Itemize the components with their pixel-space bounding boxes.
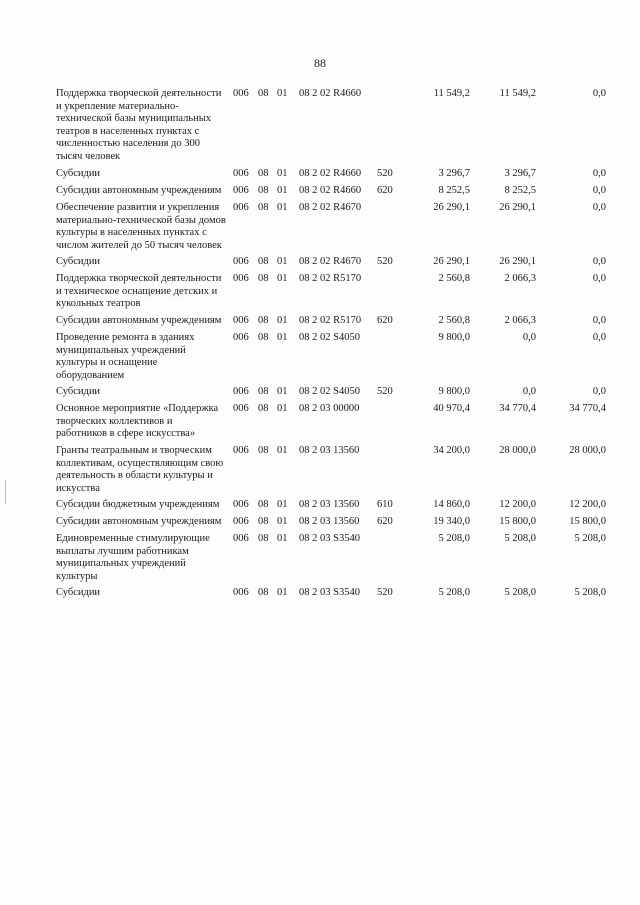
row-expense-type: 610 — [377, 499, 393, 510]
row-name: Субсидии бюджетным учреждениям — [56, 499, 220, 510]
row-amount-1: 14 860,0 — [433, 499, 470, 510]
table-row — [0, 168, 640, 185]
row-name: Субсидии — [56, 587, 101, 598]
row-name: Субсидии автономным учреждениям — [56, 315, 222, 326]
row-grbs: 006 — [233, 499, 249, 510]
budget-table — [0, 88, 640, 604]
row-amount-2: 15 800,0 — [499, 516, 536, 527]
row-subsection: 01 — [277, 202, 288, 213]
row-section: 08 — [258, 332, 269, 343]
row-amount-3: 0,0 — [592, 273, 606, 284]
row-grbs: 006 — [233, 386, 249, 397]
row-grbs: 006 — [233, 185, 249, 196]
row-amount-3: 15 800,0 — [569, 516, 606, 527]
table-row — [0, 202, 640, 256]
row-grbs: 006 — [233, 256, 249, 267]
row-subsection: 01 — [277, 516, 288, 527]
row-amount-2: 0,0 — [522, 332, 536, 343]
row-subsection: 01 — [277, 533, 288, 544]
row-target-article: 08 2 02 S4050 — [299, 386, 360, 397]
row-amount-2: 5 208,0 — [504, 533, 536, 544]
row-grbs: 006 — [233, 403, 249, 414]
row-section: 08 — [258, 499, 269, 510]
row-amount-2: 26 290,1 — [499, 202, 536, 213]
row-expense-type: 620 — [377, 516, 393, 527]
table-row — [0, 516, 640, 533]
row-amount-1: 40 970,4 — [433, 403, 470, 414]
row-subsection: 01 — [277, 499, 288, 510]
row-name: Единовременные стимулирующие выплаты лучшим работникам муниципальных учреждений культуры — [56, 533, 210, 582]
row-section: 08 — [258, 315, 269, 326]
table-row — [0, 499, 640, 516]
row-grbs: 006 — [233, 332, 249, 343]
row-subsection: 01 — [277, 88, 288, 99]
row-section: 08 — [258, 445, 269, 456]
row-section: 08 — [258, 386, 269, 397]
row-expense-type: 620 — [377, 185, 393, 196]
row-section: 08 — [258, 256, 269, 267]
row-amount-2: 3 296,7 — [504, 168, 536, 179]
row-section: 08 — [258, 185, 269, 196]
row-target-article: 08 2 02 R4670 — [299, 256, 362, 267]
row-subsection: 01 — [277, 315, 288, 326]
row-amount-2: 34 770,4 — [499, 403, 536, 414]
row-amount-3: 0,0 — [592, 315, 606, 326]
row-expense-type: 520 — [377, 587, 393, 598]
row-target-article: 08 2 02 R5170 — [299, 273, 362, 284]
table-row — [0, 445, 640, 499]
row-amount-1: 5 208,0 — [438, 533, 470, 544]
row-name: Поддержка творческой деятельности и техническое оснащение детских и кукольных театров — [56, 273, 222, 310]
row-grbs: 006 — [233, 168, 249, 179]
row-name: Субсидии — [56, 168, 101, 179]
row-grbs: 006 — [233, 88, 249, 99]
row-subsection: 01 — [277, 332, 288, 343]
row-amount-1: 9 800,0 — [438, 386, 470, 397]
row-target-article: 08 2 02 R4660 — [299, 88, 362, 99]
row-amount-1: 9 800,0 — [438, 332, 470, 343]
row-subsection: 01 — [277, 185, 288, 196]
row-name: Субсидии автономным учреждениям — [56, 516, 222, 527]
row-subsection: 01 — [277, 445, 288, 456]
row-amount-2: 26 290,1 — [499, 256, 536, 267]
row-amount-2: 28 000,0 — [499, 445, 536, 456]
table-row — [0, 88, 640, 168]
row-target-article: 08 2 03 13560 — [299, 499, 360, 510]
row-grbs: 006 — [233, 587, 249, 598]
row-amount-1: 26 290,1 — [433, 256, 470, 267]
row-subsection: 01 — [277, 587, 288, 598]
row-name: Проведение ремонта в зданиях муниципальных учреждений культуры и оснащение оборудованием — [56, 332, 195, 381]
row-amount-2: 2 066,3 — [504, 273, 536, 284]
row-amount-3: 5 208,0 — [574, 587, 606, 598]
row-section: 08 — [258, 587, 269, 598]
row-name: Гранты театральным и творческим коллективам, осуществляющим свою деятельность в области культуры и искусства — [56, 445, 224, 494]
row-subsection: 01 — [277, 403, 288, 414]
row-name: Обеспечение развития и укрепления материально-технической базы домов культуры в населенных пунктах с числом жителей до 50 тысяч человек — [56, 202, 226, 251]
row-amount-1: 2 560,8 — [438, 273, 470, 284]
row-target-article: 08 2 02 R5170 — [299, 315, 362, 326]
row-amount-3: 12 200,0 — [569, 499, 606, 510]
table-row — [0, 315, 640, 332]
row-amount-1: 11 549,2 — [433, 88, 470, 99]
row-amount-3: 0,0 — [592, 168, 606, 179]
row-subsection: 01 — [277, 273, 288, 284]
row-amount-3: 0,0 — [592, 202, 606, 213]
row-amount-3: 0,0 — [592, 386, 606, 397]
table-row — [0, 332, 640, 386]
row-target-article: 08 2 02 R4660 — [299, 168, 362, 179]
row-amount-2: 5 208,0 — [504, 587, 536, 598]
row-amount-1: 3 296,7 — [438, 168, 470, 179]
row-section: 08 — [258, 533, 269, 544]
row-subsection: 01 — [277, 256, 288, 267]
row-grbs: 006 — [233, 315, 249, 326]
row-amount-1: 19 340,0 — [433, 516, 470, 527]
row-amount-3: 0,0 — [592, 256, 606, 267]
row-amount-2: 0,0 — [522, 386, 536, 397]
row-amount-3: 28 000,0 — [569, 445, 606, 456]
row-section: 08 — [258, 273, 269, 284]
row-grbs: 006 — [233, 273, 249, 284]
row-target-article: 08 2 03 S3540 — [299, 587, 360, 598]
row-amount-2: 12 200,0 — [499, 499, 536, 510]
page-number: 88 — [314, 56, 326, 70]
row-grbs: 006 — [233, 516, 249, 527]
row-name: Основное мероприятие «Поддержка творческих коллективов и работников в сфере искусства» — [56, 403, 219, 440]
row-amount-1: 34 200,0 — [433, 445, 470, 456]
row-amount-2: 11 549,2 — [499, 88, 536, 99]
row-expense-type: 520 — [377, 256, 393, 267]
table-row — [0, 403, 640, 445]
row-target-article: 08 2 03 13560 — [299, 516, 360, 527]
row-amount-2: 8 252,5 — [504, 185, 536, 196]
row-expense-type: 520 — [377, 168, 393, 179]
table-row — [0, 185, 640, 202]
row-name: Субсидии автономным учреждениям — [56, 185, 222, 196]
table-row — [0, 587, 640, 604]
table-row — [0, 273, 640, 315]
row-target-article: 08 2 03 00000 — [299, 403, 360, 414]
row-amount-2: 2 066,3 — [504, 315, 536, 326]
row-name: Субсидии — [56, 386, 101, 397]
row-section: 08 — [258, 403, 269, 414]
row-target-article: 08 2 02 S4050 — [299, 332, 360, 343]
row-name: Субсидии — [56, 256, 101, 267]
row-section: 08 — [258, 88, 269, 99]
row-target-article: 08 2 03 S3540 — [299, 533, 360, 544]
table-row — [0, 533, 640, 587]
row-grbs: 006 — [233, 445, 249, 456]
row-section: 08 — [258, 516, 269, 527]
row-grbs: 006 — [233, 533, 249, 544]
row-amount-3: 5 208,0 — [574, 533, 606, 544]
row-expense-type: 620 — [377, 315, 393, 326]
row-amount-3: 0,0 — [592, 185, 606, 196]
row-subsection: 01 — [277, 168, 288, 179]
row-amount-1: 5 208,0 — [438, 587, 470, 598]
row-amount-3: 0,0 — [592, 88, 606, 99]
row-amount-1: 2 560,8 — [438, 315, 470, 326]
row-section: 08 — [258, 168, 269, 179]
table-row — [0, 256, 640, 273]
row-amount-1: 8 252,5 — [438, 185, 470, 196]
row-grbs: 006 — [233, 202, 249, 213]
row-expense-type: 520 — [377, 386, 393, 397]
row-target-article: 08 2 02 R4670 — [299, 202, 362, 213]
row-amount-3: 0,0 — [592, 332, 606, 343]
row-subsection: 01 — [277, 386, 288, 397]
row-section: 08 — [258, 202, 269, 213]
table-row — [0, 386, 640, 403]
row-target-article: 08 2 03 13560 — [299, 445, 360, 456]
row-name: Поддержка творческой деятельности и укрепление материально-технической базы муниципальных театров в населенных пунктах с численностью населения до 300 тысяч человек — [56, 88, 222, 162]
row-target-article: 08 2 02 R4660 — [299, 185, 362, 196]
row-amount-1: 26 290,1 — [433, 202, 470, 213]
row-amount-3: 34 770,4 — [569, 403, 606, 414]
